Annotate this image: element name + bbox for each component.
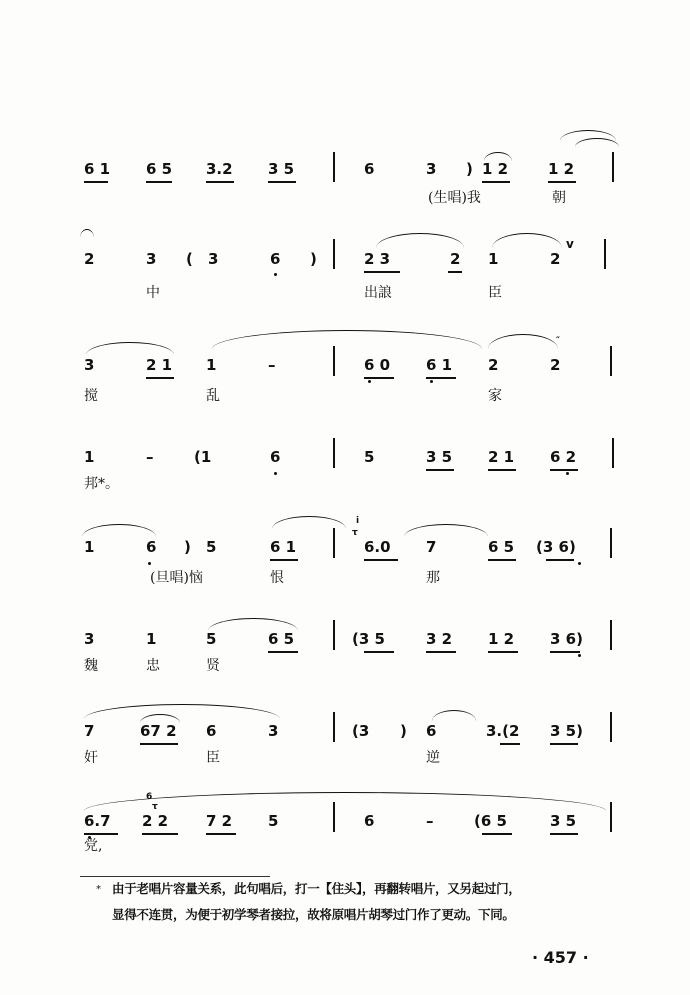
note: 2: [84, 250, 95, 268]
score-system-3: ″ 3 2 1 1 – 6 0 6 1 2 2 搅 乱 家: [0, 328, 690, 408]
note: 6: [364, 812, 375, 830]
lyric: 朝: [552, 190, 566, 206]
score-system-4: [0, 428, 690, 508]
note: 3 5: [550, 812, 577, 830]
note: 6: [270, 448, 281, 466]
note: ): [400, 722, 407, 740]
note: 2 1: [488, 448, 515, 466]
note: 5: [206, 630, 217, 648]
lyric: 逆: [426, 750, 440, 766]
footnote-line-2: 显得不连贯，为便于初学琴者接拉，故将原唱片胡琴过门作了更动。下同。: [112, 907, 515, 922]
note: 3: [146, 250, 157, 268]
note: ): [184, 538, 191, 556]
lyric: 贤: [206, 658, 220, 674]
lyric: 魏: [84, 658, 98, 674]
note: 1: [206, 356, 217, 374]
note: 3: [268, 722, 279, 740]
note: (3: [352, 722, 370, 740]
note: 6 5: [268, 630, 295, 648]
note: 5: [206, 538, 217, 556]
note: 2 3: [364, 250, 391, 268]
note: 2: [488, 356, 499, 374]
lyric: 家: [488, 388, 502, 404]
note: 2 1: [146, 356, 173, 374]
lyric: 搅: [84, 388, 98, 404]
lyric: 恨: [270, 570, 284, 586]
note: (3 6): [536, 538, 576, 556]
lyric: 出誏: [364, 285, 392, 301]
lyric: 奸: [84, 750, 98, 766]
note: 67 2: [140, 722, 177, 740]
note: –: [268, 356, 276, 374]
note: 6 5: [146, 160, 173, 178]
note: 6.0: [364, 538, 391, 556]
footnote-divider: [80, 876, 270, 877]
lyric: 邦*。: [84, 476, 119, 492]
lyric: (旦唱)恼: [150, 570, 203, 586]
note: 7: [426, 538, 437, 556]
note: 7: [84, 722, 95, 740]
note: 6: [146, 538, 157, 556]
note: 6 1: [426, 356, 453, 374]
note: 3: [426, 160, 437, 178]
note: ): [466, 160, 473, 178]
page-number: · 457 ·: [532, 948, 589, 967]
note: 1: [488, 250, 499, 268]
note: (3 5: [352, 630, 385, 648]
note: 6: [426, 722, 437, 740]
note: 6: [364, 160, 375, 178]
note: 2: [550, 250, 561, 268]
note: 3: [84, 356, 95, 374]
note: 6 1: [270, 538, 297, 556]
score-system-7: [0, 700, 690, 780]
note: 5: [364, 448, 375, 466]
note: 3.(2: [486, 722, 520, 740]
note: 7 2: [206, 812, 233, 830]
note: 6 5: [488, 538, 515, 556]
note: 2: [550, 356, 561, 374]
note: –: [146, 448, 154, 466]
note: (: [186, 250, 193, 268]
note: 1 2: [482, 160, 509, 178]
note: 6: [206, 722, 217, 740]
score-system-5: i τ 1 6 ) 5 6 1 6.0 7 6 5 (3 6) (旦唱)恼 恨 那: [0, 512, 690, 592]
note: 3 6): [550, 630, 583, 648]
footnote-line-1: 由于老唱片容量关系，此句唱后，打一【住头】，再翻转唱片，又另起过门，: [112, 881, 521, 896]
note: ): [310, 250, 317, 268]
note: 6.7: [84, 812, 111, 830]
note: 3: [84, 630, 95, 648]
note: 6 0: [364, 356, 391, 374]
note: 1: [84, 448, 95, 466]
note: 6 2: [550, 448, 577, 466]
note: 3 5: [426, 448, 453, 466]
note: 1 2: [548, 160, 575, 178]
lyric: 臣: [488, 285, 502, 301]
lyric: (生唱)我: [428, 190, 481, 206]
note: 1: [84, 538, 95, 556]
lyric: 那: [426, 570, 440, 586]
note: 3.2: [206, 160, 233, 178]
note: 1: [146, 630, 157, 648]
note: 2 2: [142, 812, 169, 830]
footnote-mark: *: [96, 884, 101, 895]
note: 2: [450, 250, 461, 268]
score-system-8: 6 τ 6.7 2 2 7 2 5 6 – (6 5 3 5 党,: [0, 786, 690, 866]
lyric: 党,: [84, 838, 103, 854]
note: (6 5: [474, 812, 507, 830]
lyric: 臣: [206, 750, 220, 766]
note: (1: [194, 448, 212, 466]
lyric: 忠: [146, 658, 160, 674]
note: 1 2: [488, 630, 515, 648]
note: 3: [208, 250, 219, 268]
note: 6 1: [84, 160, 111, 178]
note: 3 5): [550, 722, 583, 740]
lyric: 乱: [206, 388, 220, 404]
score-system-2: v 2 3 ( 3 6 ) 2 3 2 1 2 中 出誏 臣: [0, 225, 690, 305]
note: 5: [268, 812, 279, 830]
note: 3 5: [268, 160, 295, 178]
note: –: [426, 812, 434, 830]
note: 3 2: [426, 630, 453, 648]
lyric: 中: [146, 285, 160, 301]
score-system-1: [0, 140, 690, 220]
note: 6: [270, 250, 281, 268]
score-system-6: [0, 608, 690, 688]
